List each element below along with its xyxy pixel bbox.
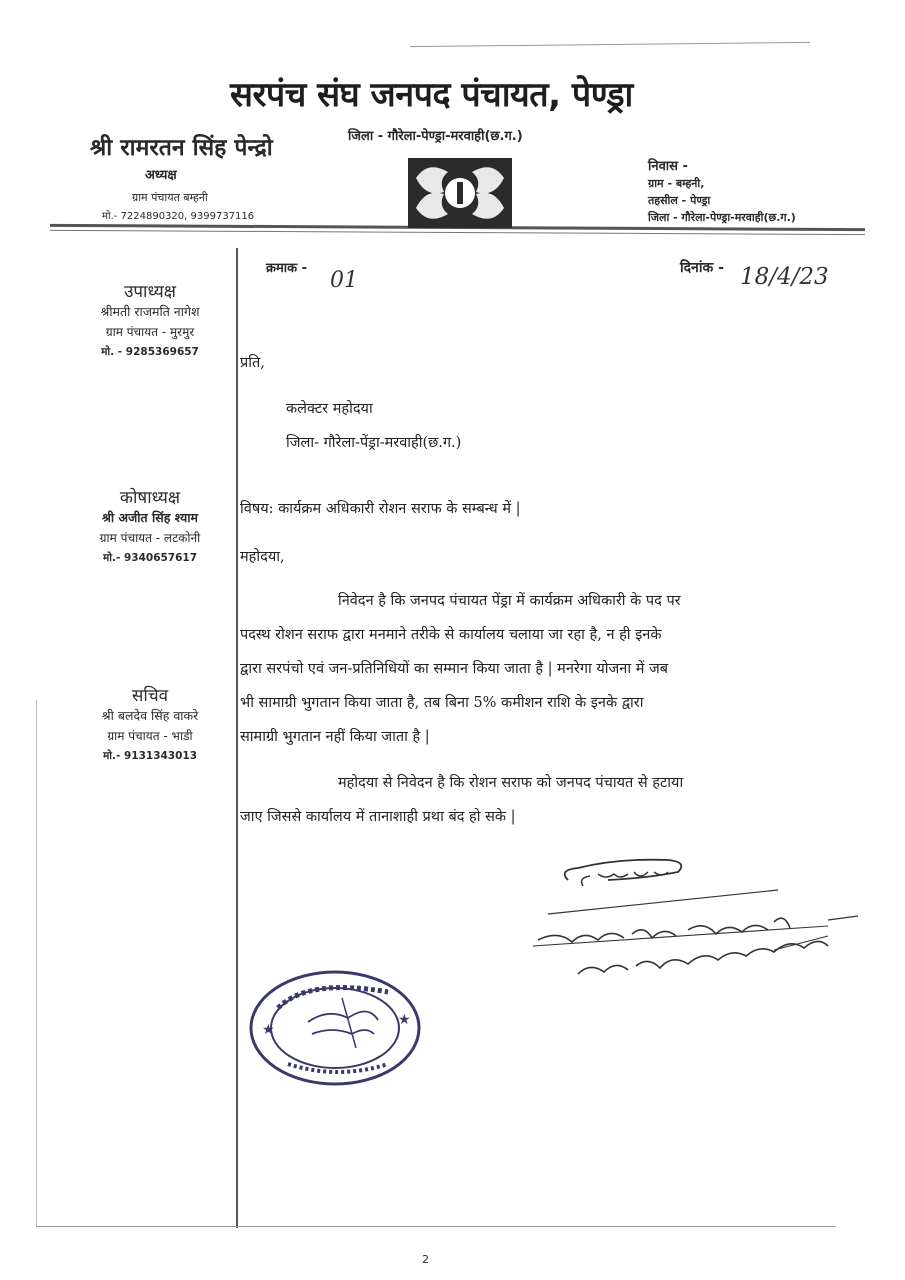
para1-line: द्वारा सरपंचो एवं जन-प्रतिनिधियों का सम्मान किया जाता है | मनरेगा योजना में जब [240,661,669,677]
addressee-line-1: कलेक्टर महोदया [286,401,373,417]
reference-label: क्रमाक - [266,261,308,276]
office-seal-stamp [248,968,423,1092]
page-number: 2 [422,1253,429,1266]
officer-treasurer [60,488,240,568]
bottom-divider [36,1226,836,1227]
officer-village: ग्राम पंचायत - भाडी [107,729,193,743]
officer-village: ग्राम पंचायत - मुरमुर [105,325,195,339]
letterhead-district: जिला - गौरेला-पेण्ड्रा-मरवाही(छ.ग.) [348,129,523,144]
chairman-village: ग्राम पंचायत बम्हनी [132,191,208,204]
handwritten-signature [528,850,868,1004]
officer-role: कोषाध्यक्ष [119,488,181,508]
officer-name: श्रीमती राजमति नागेश [100,304,200,319]
officer-name: श्री अजीत सिंह श्याम [102,510,198,525]
officer-village: ग्राम पंचायत - लटकोनी [99,531,201,545]
officer-mobile: मो. - 9285369657 [101,346,199,358]
top-divider [410,42,810,47]
addressee-line-2: जिला- गौरेला-पेंड्रा-मरवाही(छ.ग.) [286,435,462,451]
residence-tehsil: तहसील - पेण्ड्रा [648,194,711,207]
letterhead-title: सरपंच संघ जनपद पंचायत, पेण्ड्रा [230,75,633,115]
chairman-mobile: मो.- 7224890320, 9399737116 [102,211,255,222]
chairman-role: अध्यक्ष [145,168,177,183]
officer-role: सचिव [131,686,169,706]
svg-text:★: ★ [262,1022,275,1038]
left-margin-line [36,700,37,1226]
officer-vice-president [60,282,240,362]
residence-block [648,158,796,226]
date-value: 18/4/23 [740,264,829,290]
officer-name: श्री बलदेव सिंह वाकरे [101,708,199,723]
panchayat-logo-icon [408,158,512,232]
para1-line: निवेदन है कि जनपद पंचायत पेंड्रा में कार्यक्रम अधिकारी के पद पर [338,593,681,609]
chairman-name: श्री रामरतन सिंह पेन्द्रो [90,135,273,161]
date-label: दिनांक - [680,260,724,276]
residence-village: ग्राम - बम्हनी, [648,177,705,190]
officer-mobile: मो.- 9340657617 [102,552,198,564]
para2-line: जाए जिससे कार्यालय में तानाशाही प्रथा बंद हो सके | [240,809,516,825]
residence-label: निवास - [648,159,688,174]
para1-line: भी सामाग्री भुगतान किया जाता है, तब बिना 5% कमीशन राशि के इनके द्वारा [240,695,644,711]
para1-line: सामाग्री भुगतान नहीं किया जाता है | [240,729,430,745]
officer-role: उपाध्यक्ष [124,282,176,302]
letter-subject: विषय: कार्यक्रम अधिकारी रोशन सराफ के सम्बन्ध में | [240,501,521,517]
officer-secretary [60,686,240,766]
svg-text:★: ★ [398,1012,411,1028]
reference-value: 01 [330,268,358,293]
para1-line: पदस्थ रोशन सराफ द्वारा मनमाने तरीके से कार्यालय चलाया जा रहा है, न ही इनके [240,627,662,643]
residence-district: जिला - गौरेला-पेण्ड्रा-मरवाही(छ.ग.) [648,211,796,224]
para2-line: महोदया से निवेदन है कि रोशन सराफ को जनपद पंचायत से हटाया [338,775,684,791]
officer-mobile: मो.- 9131343013 [102,750,198,762]
letter-salutation: महोदया, [240,549,285,565]
letter-prati: प्रति, [240,355,265,371]
